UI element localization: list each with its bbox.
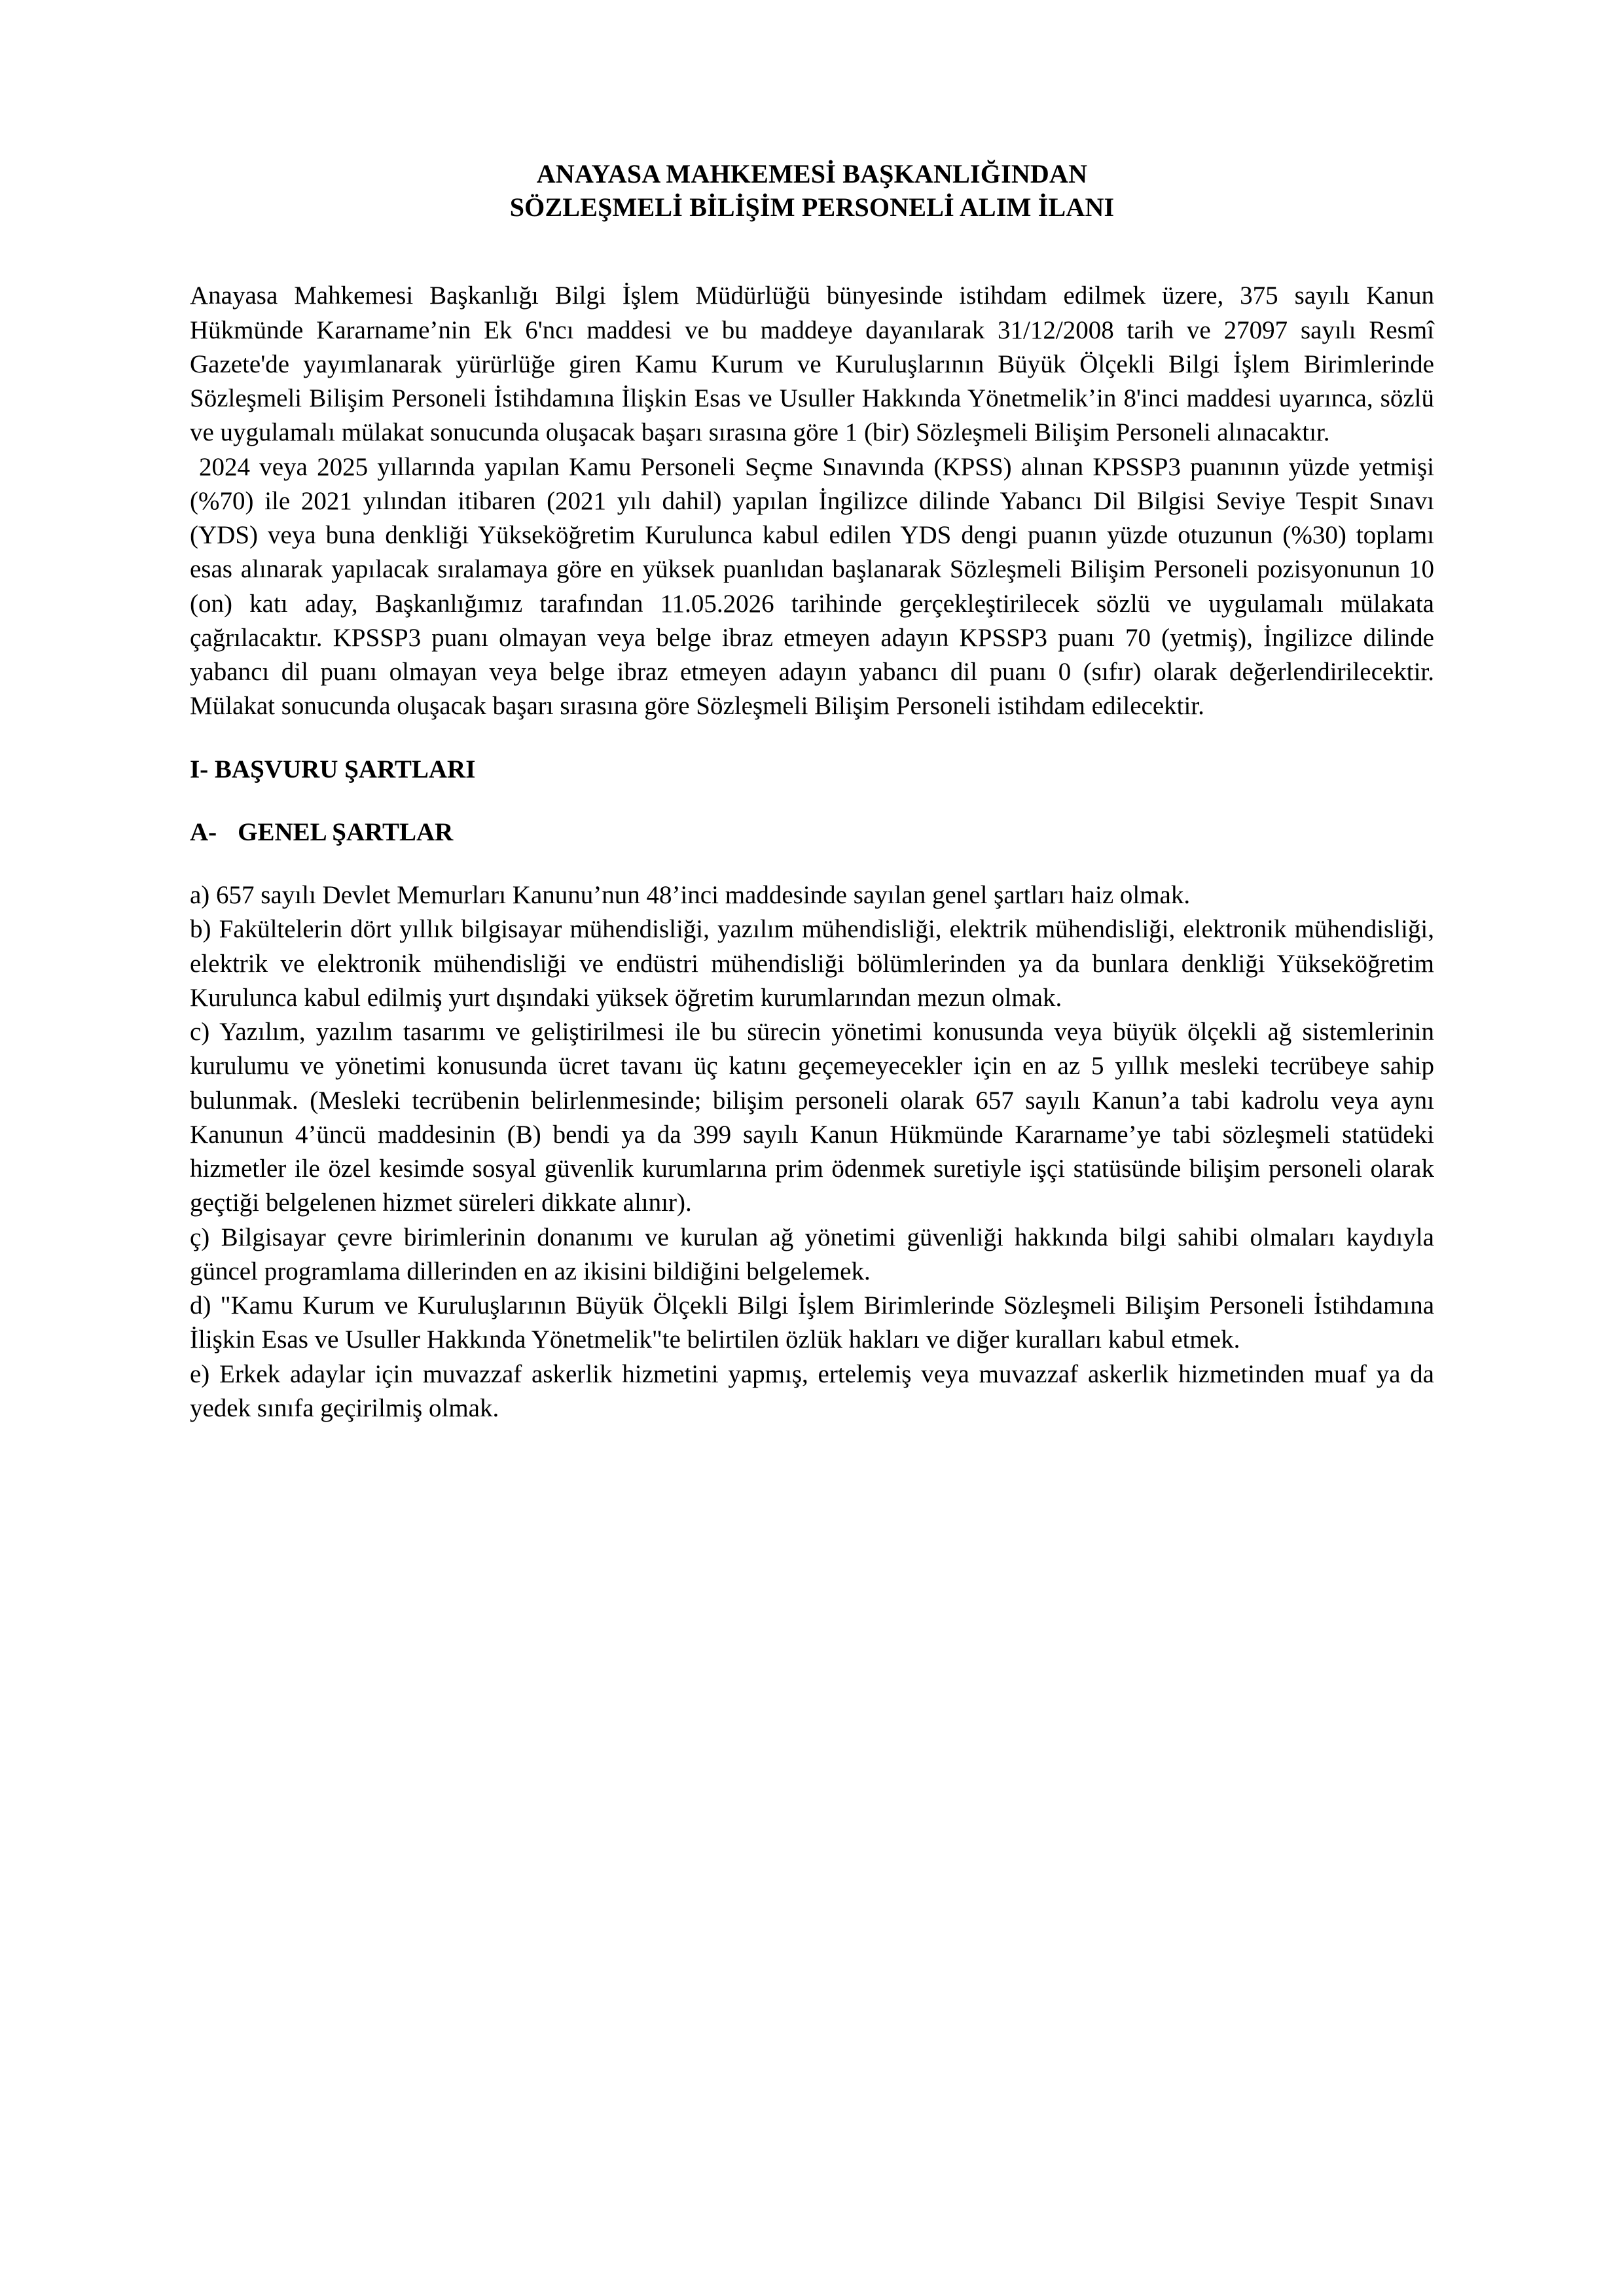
subsection-marker: A- xyxy=(190,817,217,846)
document-title-line-2: SÖZLEŞMELİ BİLİŞİM PERSONELİ ALIM İLANI xyxy=(509,192,1115,223)
condition-item-b: b) Fakültelerin dört yıllık bilgisayar mühendisliği, yazılım mühendisliği, elektrik mühendisliği, elektronik mühendisliği, elektrik ve elektronik mühendisliği ve endüstri mühendisliği bölümlerinden ya da bunlara denkliği Yükseköğretim Kurulunca kabul edilmiş yurt dışındaki yüksek öğretim kurumlarından mezun olmak. xyxy=(190,915,1434,1012)
intro-paragraph-2: 2024 veya 2025 yıllarında yapılan Kamu Personeli Seçme Sınavında (KPSS) alınan KPSSP3 puanının yüzde yetmişi (%70) ile 2021 yılından itibaren (2021 yılı dahil) yapılan İngilizce dilinde Yabancı Dil Bilgisi Seviye Tespit Sınavı (YDS) veya buna denkliği Yükseköğretim Kurulunca kabul edilen YDS dengi puanın yüzde otuzunun (%30) toplamı esas alınarak yapılacak sıralamaya göre en yüksek puanlıdan başlanarak Sözleşmeli Bilişim Personeli pozisyonunun 10 (on) katı aday, Başkanlığımız tarafından 11.05.2026 tarihinde gerçekleştirilecek sözlü ve uygulamalı mülakata çağrılacaktır. KPSSP3 puanı olmayan veya belge ibraz etmeyen adayın KPSSP3 puanı 70 (yetmiş), İngilizce dilinde yabancı dil puanı olmayan veya belge ibraz etmeyen adayın yabancı dil puanı 0 (sıfır) olarak değerlendirilecektir. Mülakat sonucunda oluşacak başarı sırasına göre Sözleşmeli Bilişim Personeli istihdam edilecektir. xyxy=(190,452,1434,721)
subsection-label: GENEL ŞARTLAR xyxy=(238,817,454,846)
spacer xyxy=(190,850,1434,878)
document-title xyxy=(190,157,1434,224)
condition-item-c: c) Yazılım, yazılım tasarımı ve geliştirilmesi ile bu sürecin yönetimi konusunda veya büyük ölçekli ağ sistemlerinin kurulumu ve yönetimi konusunda ücret tavanı üç katını geçemeyecekler için en az 5 yıllık mesleki tecrübeye sahip bulunmak. (Mesleki tecrübenin belirlenmesinde; bilişim personeli olarak 657 sayılı Kanun’a tabi kadrolu veya aynı Kanunun 4’üncü maddesinin (B) bendi ya da 399 sayılı Kanun Hükmünde Kararname’ye tabi sözleşmeli statüdeki hizmetler ile özel kesimde sosyal güvenlik kurumlarına prim ödenmek suretiyle işçi statüsünde bilişim personeli olarak geçtiği belgelenen hizmet süreleri dikkate alınır). xyxy=(190,1018,1434,1217)
spacer xyxy=(190,724,1434,753)
general-conditions-list xyxy=(190,878,1434,1426)
condition-item-e: e) Erkek adaylar için muvazzaf askerlik hizmetini yapmış, ertelemiş veya muvazzaf askerlik hizmetinden muaf ya da yedek sınıfa geçirilmiş olmak. xyxy=(190,1359,1434,1422)
spacer xyxy=(190,250,1434,279)
document-title-line-1: ANAYASA MAHKEMESİ BAŞKANLIĞINDAN xyxy=(536,159,1088,188)
condition-item-c-cedilla: ç) Bilgisayar çevre birimlerinin donanımı ve kurulan ağ yönetimi güvenliği hakkında bilgi sahibi olmaları kaydıyla güncel programlama dillerinden en az ikisini bildiğini belgelemek. xyxy=(190,1223,1434,1285)
spacer xyxy=(190,787,1434,816)
intro-section xyxy=(190,250,1434,723)
condition-item-d: d) "Kamu Kurum ve Kuruluşlarının Büyük Ölçekli Bilgi İşlem Birimlerinde Sözleşmeli Bilişim Personeli İstihdamına İlişkin Esas ve Usuller Hakkında Yönetmelik"te belirtilen özlük hakları ve diğer kuralları kabul etmek. xyxy=(190,1291,1434,1354)
section-heading-basvuru-sartlari: I- BAŞVURU ŞARTLARI xyxy=(190,755,476,783)
intro-paragraph-1: Anayasa Mahkemesi Başkanlığı Bilgi İşlem Müdürlüğü bünyesinde istihdam edilmek üzere, 375 sayılı Kanun Hükmünde Kararname’nin Ek 6'ncı maddesi ve bu maddeye dayanılarak 31/12/2008 tarih ve 27097 sayılı Resmî Gazete'de yayımlanarak yürürlüğe giren Kamu Kurum ve Kuruluşlarının Büyük Ölçekli Bilgi İşlem Birimlerinde Sözleşmeli Bilişim Personeli İstihdamına İlişkin Esas ve Usuller Hakkında Yönetmelik’in 8'inci maddesi uyarınca, sözlü ve uygulamalı mülakat sonucunda oluşacak başarı sırasına göre 1 (bir) Sözleşmeli Bilişim Personeli alınacaktır. xyxy=(190,281,1434,447)
subsection-heading-genel-sartlar xyxy=(190,816,1434,850)
condition-item-a: a) 657 sayılı Devlet Memurları Kanunu’nun 48’inci maddesinde sayılan genel şartları haiz olmak. xyxy=(190,881,1191,910)
